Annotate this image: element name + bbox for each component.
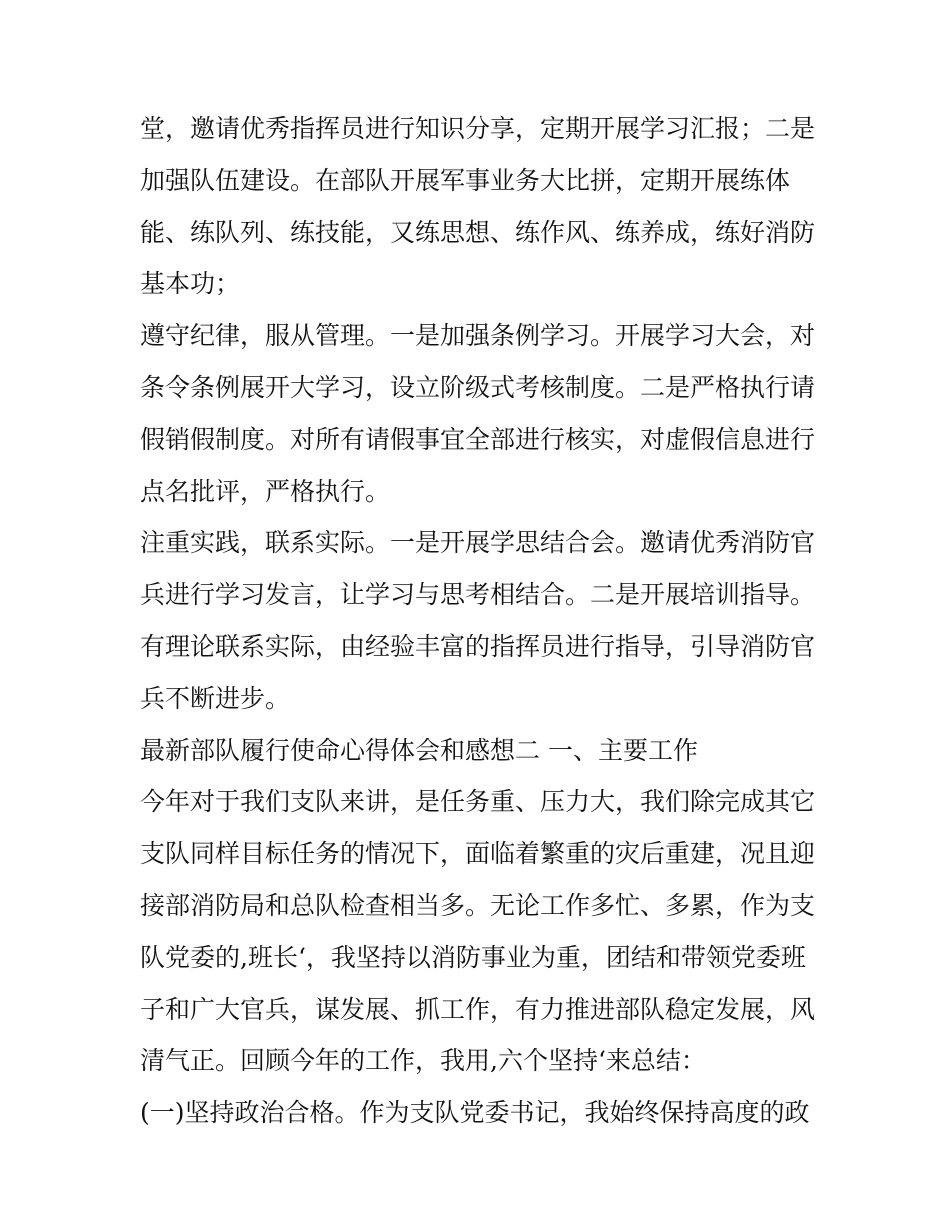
section-heading-line: 最新部队履行使命心得体会和感想二 一、主要工作 [140, 735, 698, 765]
text-line-19: 清气正。回顾今年的工作，我用,六个坚持‘来总结： [140, 1046, 706, 1076]
text-line-2: 加强队伍建设。在部队开展军事业务大比拼，定期开展练体 [140, 165, 791, 195]
text-line-11: 有理论联系实际，由经验丰富的指挥员进行指导，引导消防官 [140, 631, 816, 661]
text-line-8: 点名批评，严格执行。 [140, 476, 391, 506]
document-body [140, 110, 820, 1146]
text-line-6: 条令条例展开大学习，设立阶级式考核制度。二是严格执行请 [140, 372, 816, 402]
text-line-17: 队党委的,班长‘，我坚持以消防事业为重，团结和带领党委班 [140, 942, 806, 972]
text-line-9: 注重实践，联系实际。一是开展学思结合会。邀请优秀消防官 [140, 528, 816, 558]
text-line-14: 今年对于我们支队来讲，是任务重、压力大，我们除完成其它 [140, 787, 816, 817]
text-line-16: 接部消防局和总队检查相当多。无论工作多忙、多累，作为支 [140, 890, 816, 920]
text-line-18: 子和广大官兵，谋发展、抓工作，有力推进部队稳定发展，风 [140, 994, 816, 1024]
text-line-4: 基本功； [140, 269, 241, 299]
text-line-12: 兵不断进步。 [140, 683, 291, 713]
text-line-20: (一)坚持政治合格。作为支队党委书记，我始终保持高度的政 [140, 1098, 810, 1128]
text-line-5: 遵守纪律，服从管理。一是加强条例学习。开展学习大会，对 [140, 321, 816, 351]
text-line-7: 假销假制度。对所有请假事宜全部进行核实，对虚假信息进行 [140, 424, 816, 454]
text-line-15: 支队同样目标任务的情况下，面临着繁重的灾后重建，况且迎 [140, 839, 816, 869]
text-line-1: 堂，邀请优秀指挥员进行知识分享，定期开展学习汇报；二是 [140, 114, 816, 143]
text-line-10: 兵进行学习发言，让学习与思考相结合。二是开展培训指导。 [140, 580, 816, 610]
text-line-3: 能、练队列、练技能，又练思想、练作风、练养成，练好消防 [140, 217, 816, 247]
